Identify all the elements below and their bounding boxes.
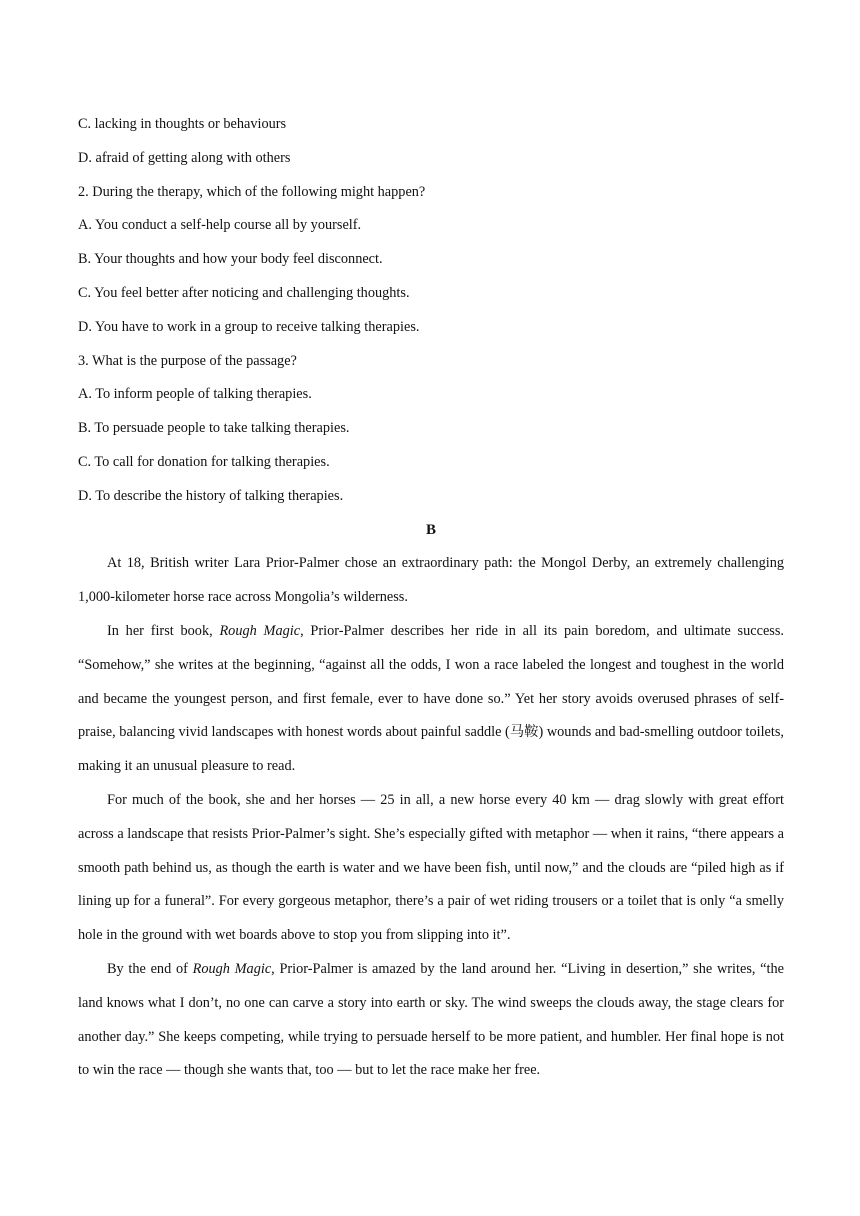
paragraph-2	[78, 615, 784, 784]
q1-option-c: C. lacking in thoughts or behaviours	[78, 116, 287, 132]
document-page	[78, 108, 784, 1088]
book-title: Rough Magic	[192, 960, 272, 977]
paragraph-1: At 18, British writer Lara Prior-Palmer chose an extraordinary path: the Mongol Derby, an extremely challenging 1,000-kilometer horse race across Mongolia’s wilderness.	[78, 555, 784, 606]
paragraph-4	[78, 953, 784, 1088]
q3-option-d: D. To describe the history of talking therapies.	[78, 487, 344, 504]
q2-option-c: C. You feel better after noticing and challenging thoughts.	[78, 284, 410, 301]
paragraph-2-lead: In her first book,	[107, 622, 220, 639]
q3-option-a: A. To inform people of talking therapies.	[78, 386, 312, 403]
q1-option-d: D. afraid of getting along with others	[78, 149, 291, 166]
q3-option-b: B. To persuade people to take talking therapies.	[78, 420, 350, 437]
q2-option-a: A. You conduct a self-help course all by yourself.	[78, 217, 362, 234]
paragraph-3: For much of the book, she and her horses — 25 in all, a new horse every 40 km — drag slowly with great effort across a landscape that resists Prior-Palmer’s sight. She’s especially gifted with metaphor — when it rains, “there appears a smooth path behind us, as though the earth is water and we have been fish, until now,” and the clouds are “piled high as if lining up for a funeral”. For every gorgeous metaphor, there’s a pair of wet riding trousers or a toilet that is only “a smelly hole in the ground with wet boards above to stop you from slipping into it”.	[78, 791, 784, 944]
q2-question: 2. During the therapy, which of the following might happen?	[78, 183, 426, 200]
paragraph-4-lead: By the end of	[107, 960, 193, 977]
q2-option-b: B. Your thoughts and how your body feel disconnect.	[78, 251, 383, 268]
q2-option-d: D. You have to work in a group to receive talking therapies.	[78, 318, 420, 335]
paragraph-4-body: , Prior-Palmer is amazed by the land around her. “Living in desertion,” she writes, “the land knows what I don’t, no one can carve a story into earth or sky. The wind sweeps the clouds away, the stage clears for another day.” She keeps competing, while trying to persuade herself to be more patient, and humbler. Her final hope is not to win the race — though she wants that, too — but to let the race make her free.	[78, 960, 784, 1079]
q3-question: 3. What is the purpose of the passage?	[78, 352, 297, 369]
q3-option-c: C. To call for donation for talking therapies.	[78, 453, 330, 470]
paragraph-2-body: , Prior-Palmer describes her ride in all its pain boredom, and ultimate success. “Somehow,” she writes at the beginning, “against all the odds, I won a race labeled the longest and toughest in the world and became the youngest person, and first female, ever to have done so.” Yet her story avoids overused phrases of self-praise, balancing vivid landscapes with honest words about painful saddle (马鞍) wounds and bad-smelling outdoor toilets, making it an unusual pleasure to read.	[78, 622, 784, 775]
book-title: Rough Magic	[219, 622, 301, 639]
section-heading: B	[425, 521, 436, 538]
